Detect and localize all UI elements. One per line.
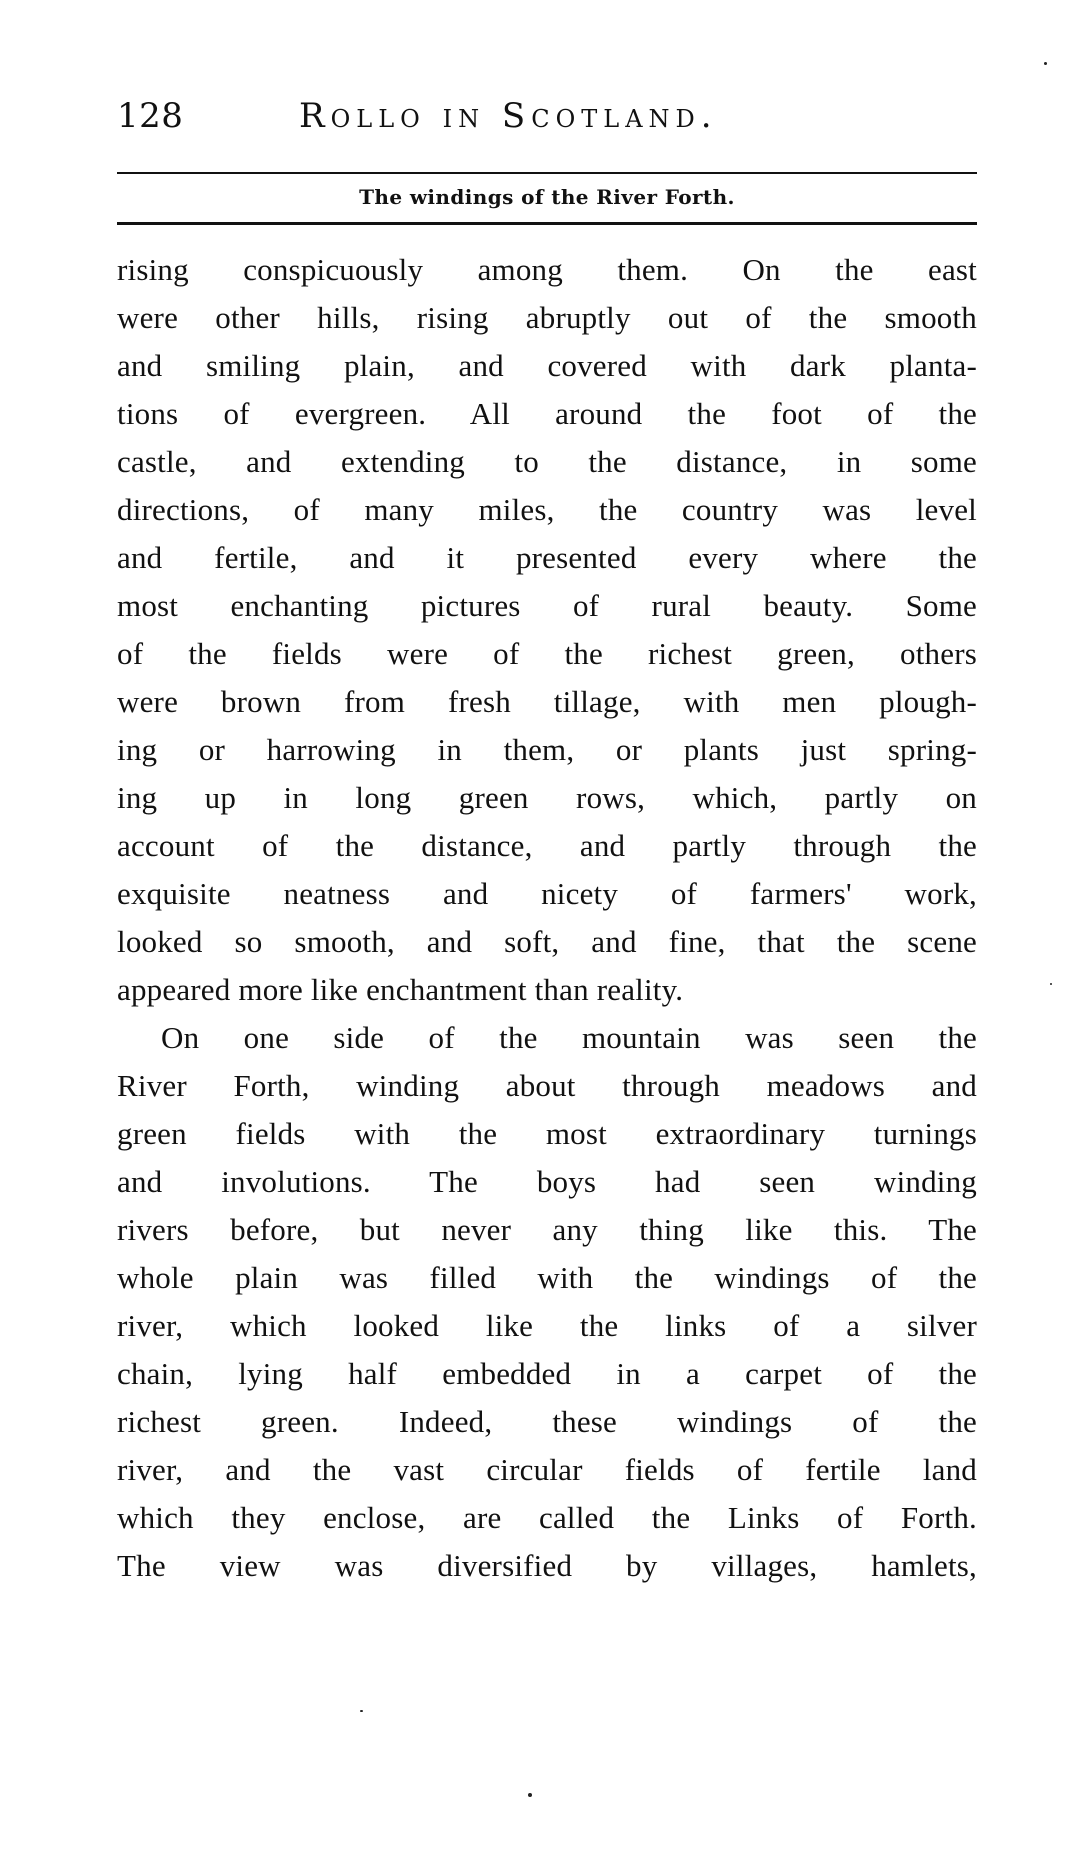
text-line: were brown from fresh tillage, with men plough- [117, 684, 977, 719]
text-line: ing or harrowing in them, or plants just spring- [117, 732, 977, 767]
text-line: River Forth, winding about through meadows and [117, 1068, 977, 1103]
header-rule-bottom [117, 222, 977, 225]
running-head [117, 96, 977, 144]
text-line: appeared more like enchantment than reality. [117, 972, 684, 1007]
text-line: green fields with the most extraordinary turnings [117, 1116, 977, 1151]
text-line: were other hills, rising abruptly out of the smooth [117, 300, 977, 335]
text-line: which they enclose, are called the Links of Forth. [117, 1500, 977, 1535]
body-text [117, 246, 977, 1590]
scan-speck [360, 1710, 363, 1712]
text-line: river, which looked like the links of a silver [117, 1308, 977, 1343]
text-line: and fertile, and it presented every where the [117, 540, 977, 575]
text-line: chain, lying half embedded in a carpet of the [117, 1356, 977, 1391]
text-line: tions of evergreen. All around the foot of the [117, 396, 977, 431]
page-number: 128 [117, 96, 184, 136]
text-line: ing up in long green rows, which, partly on [117, 780, 977, 815]
text-line: exquisite neatness and nicety of farmers' work, [117, 876, 977, 911]
text-line: of the fields were of the richest green, others [117, 636, 977, 671]
text-line: looked so smooth, and soft, and fine, that the scene [117, 924, 977, 959]
text-line: The view was diversified by villages, hamlets, [117, 1548, 977, 1583]
scan-speck [528, 1793, 532, 1797]
text-line: richest green. Indeed, these windings of the [117, 1404, 977, 1439]
text-line: whole plain was filled with the windings of the [117, 1260, 977, 1295]
text-line: river, and the vast circular fields of fertile land [117, 1452, 977, 1487]
text-line: rivers before, but never any thing like this. The [117, 1212, 977, 1247]
text-line: and smiling plain, and covered with dark planta- [117, 348, 977, 383]
page-subheading: The windings of the River Forth. [359, 185, 735, 209]
scan-speck [1050, 983, 1052, 985]
text-line: On one side of the mountain was seen the [161, 1020, 977, 1055]
scan-speck [1044, 62, 1047, 65]
header-rule-top [117, 172, 977, 174]
text-line: account of the distance, and partly through the [117, 828, 977, 863]
text-line: castle, and extending to the distance, in some [117, 444, 977, 479]
text-line: most enchanting pictures of rural beauty. Some [117, 588, 977, 623]
text-line: directions, of many miles, the country was level [117, 492, 977, 527]
text-line: rising conspicuously among them. On the east [117, 252, 977, 287]
text-line: and involutions. The boys had seen winding [117, 1164, 977, 1199]
book-title: Rollo in Scotland. [299, 96, 718, 136]
